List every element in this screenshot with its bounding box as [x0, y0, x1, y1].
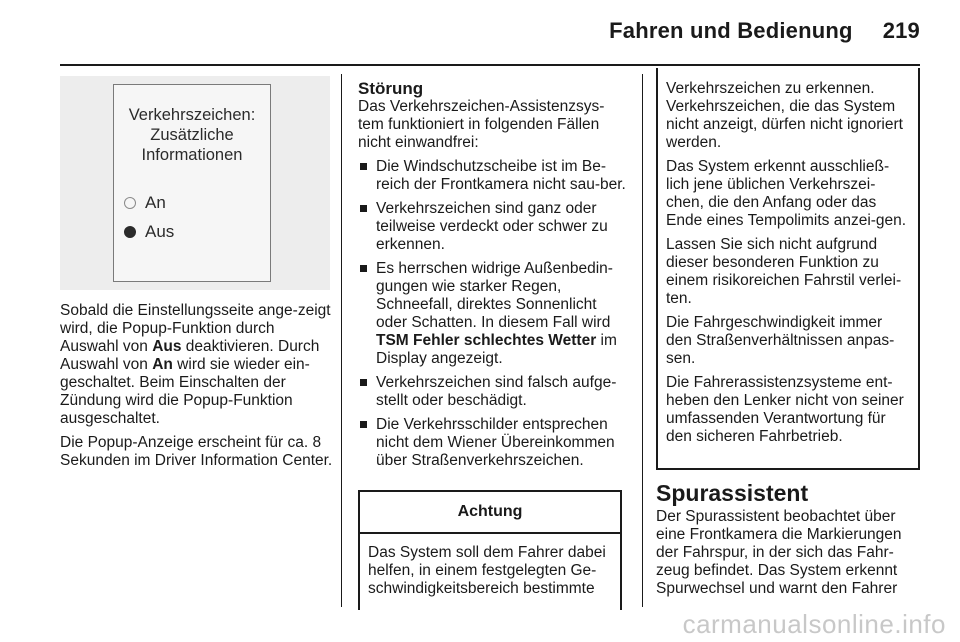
left-column	[60, 302, 335, 476]
right-column-lower	[656, 480, 920, 604]
menu-term-an: An	[152, 356, 173, 373]
screen-title-line: Zusätzliche	[150, 126, 234, 144]
option-label: An	[145, 193, 166, 212]
bullet-list	[358, 158, 628, 470]
warning-text	[658, 68, 918, 460]
option-label: Aus	[145, 222, 175, 241]
display-illustration	[60, 76, 330, 290]
page-number: 219	[882, 18, 920, 43]
option-aus	[124, 222, 174, 242]
middle-column	[358, 80, 628, 476]
paragraph: Lassen Sie sich nicht aufgrund dieser besonderen Funktion zu einem risikoreichen Fahrstil verlei-ten.	[666, 236, 902, 307]
list-item: Die Verkehrsschilder entsprechen nicht dem Wiener Übereinkommen über Straßenverkehrszeichen.	[358, 416, 628, 470]
watermark: carmanualsonline.info	[682, 609, 946, 639]
text: Sobald die Einstellungsseite ange-zeigt wird, die Popup-Funktion durch Auswahl von	[60, 302, 331, 355]
paragraph: Der Spurassistent beobachtet über eine Frontkamera die Markierungen der Fahrspur, in der sich das Fahr-zeug befindet. Das System erkennt Spurwechsel und warnt den Fahrer	[656, 508, 902, 597]
paragraph: Die Popup-Anzeige erscheint für ca. 8 Sekunden im Driver Information Center.	[60, 434, 333, 469]
paragraph	[60, 302, 335, 428]
text: wird sie wieder ein-geschaltet. Beim Einschalten der Zündung wird die Popup-Funktion ausgeschaltet.	[60, 356, 310, 427]
section-title: Fahren und Bedienung	[609, 18, 853, 43]
paragraph: Verkehrszeichen zu erkennen. Verkehrszeichen, die das System nicht anzeigt, dürfen nicht ignoriert werden.	[666, 80, 903, 151]
screen-title	[114, 105, 270, 165]
warning-box-continued	[656, 68, 920, 470]
option-an	[124, 193, 166, 213]
display-screen	[113, 84, 271, 282]
display-message: TSM Fehler schlechtes Wetter	[376, 332, 597, 349]
list-item: Die Windschutzscheibe ist im Be-reich der Frontkamera nicht sau-ber.	[358, 158, 628, 194]
text: Es herrschen widrige Außenbedin-gungen wie starker Regen, Schneefall, direktes Sonnenlicht oder Schatten. In diesem Fall wird	[376, 260, 613, 331]
paragraph: Das System erkennt ausschließ-lich jene üblichen Verkehrszei-chen, die den Anfang oder das Ende eines Tempolimits anzei-gen.	[666, 158, 907, 229]
screen-title-line: Informationen	[141, 146, 243, 164]
text: im Display angezeigt.	[376, 332, 617, 367]
page-header	[609, 18, 920, 44]
paragraph: Das Verkehrszeichen-Assistenzsys-tem funktioniert in folgenden Fällen nicht einwandfrei:	[358, 98, 605, 151]
section-heading: Spurassistent	[656, 480, 809, 506]
radio-off-icon	[124, 197, 136, 209]
screen-title-line: Verkehrszeichen:	[128, 106, 256, 124]
radio-on-icon	[124, 226, 136, 238]
achtung-title: Achtung	[360, 492, 620, 534]
paragraph: Die Fahrerassistenzsysteme ent-heben den Lenker nicht von seiner umfassenden Verantwortung für den sicheren Fahrbetrieb.	[666, 374, 904, 445]
section-heading: Störung	[358, 79, 424, 98]
column-divider-1	[341, 74, 342, 607]
header-rule	[60, 64, 920, 66]
achtung-text: Das System soll dem Fahrer dabei helfen, in einem festgelegten Ge-schwindigkeitsbereich bestimmte	[368, 544, 606, 597]
paragraph: Die Fahrgeschwindigkeit immer den Straßenverhältnissen anpas-sen.	[666, 314, 895, 367]
list-item	[358, 260, 628, 368]
menu-term-aus: Aus	[152, 338, 182, 355]
list-item: Verkehrszeichen sind ganz oder teilweise verdeckt oder schwer zu erkennen.	[358, 200, 628, 254]
achtung-box	[358, 490, 622, 610]
text: deaktivieren. Durch Auswahl von	[60, 338, 320, 373]
column-divider-2	[642, 74, 643, 607]
list-item: Verkehrszeichen sind falsch aufge-stellt oder beschädigt.	[358, 374, 628, 410]
